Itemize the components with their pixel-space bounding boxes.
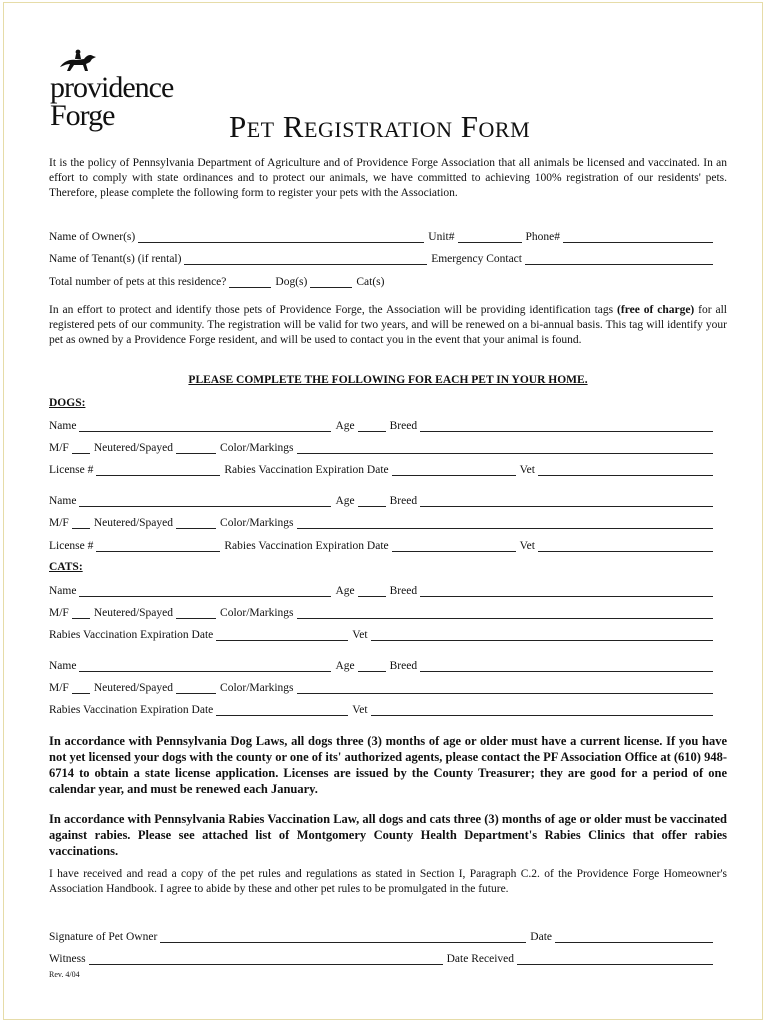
dog2-vet-label: Vet — [519, 540, 535, 552]
dog1-neutered-field[interactable] — [176, 442, 216, 454]
tenant-name-field[interactable] — [184, 253, 427, 265]
owner-row — [49, 230, 713, 245]
unit-label: Unit# — [428, 231, 455, 243]
dog-law-paragraph: In accordance with Pennsylvania Dog Laws, all dogs three (3) months of age or older must have a current license. If you have not yet licensed your dogs with the county or one of its' authorized agents, please contact the PF Association Office at (610) 948-6714 to obtain a state license application. Licenses are issued by the County Treasurer; they are good for a period of one calendar year, and must be renewed each January. — [49, 734, 727, 796]
dog2-name-label: Name — [49, 495, 77, 507]
emergency-contact-label: Emergency Contact — [431, 253, 522, 265]
cat1-rabies-field[interactable] — [216, 629, 348, 641]
dog2-sex-row — [49, 516, 713, 531]
phone-field[interactable] — [563, 231, 713, 243]
dog1-vet-label: Vet — [519, 464, 535, 476]
form-page — [3, 2, 763, 1020]
agreement-paragraph: I have received and read a copy of the pet rules and regulations as stated in Section I, Paragraph C.2. of the Providence Forge Homeowner's Association Handbook. I agree to abide by these and other pet rules to be promulgated in the future. — [49, 868, 727, 895]
providence-forge-logo — [48, 47, 172, 147]
cat1-rabies-row — [49, 628, 713, 643]
cat1-age-label: Age — [335, 585, 355, 597]
cat2-breed-label: Breed — [389, 660, 418, 672]
rabies-law-paragraph: In accordance with Pennsylvania Rabies Vaccination Law, all dogs and cats three (3) months of age or older must be vaccinated against rabies. Please see attached list of Montgomery County Health Department's Rabies Clinics that offer rabies vaccinations. — [49, 812, 727, 858]
dog2-rabies-label: Rabies Vaccination Expiration Date — [224, 540, 389, 552]
date-received-label: Date Received — [446, 953, 514, 965]
signature-label: Signature of Pet Owner — [49, 931, 158, 943]
cat1-mf-label: M/F — [49, 607, 69, 619]
cat2-name-row — [49, 659, 713, 674]
logo-line-1: providence — [50, 71, 174, 104]
dog2-breed-label: Breed — [389, 495, 418, 507]
cat1-rabies-label: Rabies Vaccination Expiration Date — [49, 629, 214, 641]
dog2-age-label: Age — [335, 495, 355, 507]
dog2-color-field[interactable] — [297, 517, 713, 529]
dog2-color-label: Color/Markings — [220, 517, 294, 529]
owner-name-field[interactable] — [138, 231, 424, 243]
cat1-name-row — [49, 584, 713, 599]
dog2-name-row — [49, 494, 713, 509]
cat1-neutered-field[interactable] — [176, 607, 216, 619]
intro-paragraph: It is the policy of Pennsylvania Department of Agriculture and of Providence Forge Association that all animals be licensed and vaccinated. In an effort to comply with state ordinances and to protect our animals, we have committed to achieving 100% registration of our residents' pets. Therefore, please complete the following form to register your pets with the Association. — [49, 157, 727, 199]
dog1-license-field[interactable] — [96, 464, 220, 476]
cat2-vet-label: Vet — [352, 704, 368, 716]
dogs-heading: DOGS: — [49, 397, 86, 409]
dog1-license-row — [49, 463, 713, 478]
dog1-age-field[interactable] — [358, 420, 386, 432]
dog2-vet-field[interactable] — [538, 540, 713, 552]
date-received-field[interactable] — [517, 953, 713, 965]
dog1-breed-field[interactable] — [420, 420, 713, 432]
cat1-mf-field[interactable] — [72, 607, 90, 619]
dog2-license-field[interactable] — [96, 540, 220, 552]
dog2-mf-field[interactable] — [72, 517, 90, 529]
witness-row — [49, 952, 713, 967]
witness-field[interactable] — [89, 953, 443, 965]
dog1-rabies-field[interactable] — [392, 464, 516, 476]
dog1-name-label: Name — [49, 420, 77, 432]
cat2-vet-field[interactable] — [371, 704, 713, 716]
cat1-age-field[interactable] — [358, 585, 386, 597]
dogs-count-field[interactable] — [310, 276, 352, 288]
emergency-contact-field[interactable] — [525, 253, 713, 265]
total-pets-row — [49, 275, 713, 290]
dog2-neutered-label: Neutered/Spayed — [93, 517, 174, 529]
cat1-neutered-label: Neutered/Spayed — [93, 607, 174, 619]
free-of-charge: (free of charge) — [617, 304, 695, 316]
cat2-color-label: Color/Markings — [220, 682, 294, 694]
tenant-name-label: Name of Tenant(s) (if rental) — [49, 253, 182, 265]
cat2-name-field[interactable] — [79, 660, 331, 672]
dog1-license-label: License # — [49, 464, 94, 476]
cat2-mf-label: M/F — [49, 682, 69, 694]
cat1-color-field[interactable] — [297, 607, 713, 619]
cat1-name-field[interactable] — [79, 585, 331, 597]
cat1-breed-label: Breed — [389, 585, 418, 597]
cat2-neutered-field[interactable] — [176, 682, 216, 694]
cat1-vet-field[interactable] — [371, 629, 713, 641]
tags-text-1: In an effort to protect and identify those pets of Providence Forge, the Association will be providing identification tags — [49, 304, 618, 316]
signature-date-label: Date — [530, 931, 552, 943]
dog1-age-label: Age — [335, 420, 355, 432]
dog2-mf-label: M/F — [49, 517, 69, 529]
dog1-vet-field[interactable] — [538, 464, 713, 476]
dog2-neutered-field[interactable] — [176, 517, 216, 529]
cat2-name-label: Name — [49, 660, 77, 672]
cat2-breed-field[interactable] — [420, 660, 713, 672]
cat1-color-label: Color/Markings — [220, 607, 294, 619]
dog1-mf-field[interactable] — [72, 442, 90, 454]
dog1-mf-label: M/F — [49, 442, 69, 454]
dog2-breed-field[interactable] — [420, 495, 713, 507]
dog2-age-field[interactable] — [358, 495, 386, 507]
cat2-color-field[interactable] — [297, 682, 713, 694]
instruction-heading: PLEASE COMPLETE THE FOLLOWING FOR EACH PET IN YOUR HOME. — [188, 374, 588, 386]
cat2-rabies-label: Rabies Vaccination Expiration Date — [49, 704, 214, 716]
revision-note: Rev. 4/04 — [49, 970, 80, 979]
unit-field[interactable] — [458, 231, 522, 243]
tags-text-2: for all registered pets of our community. The registration will be valid for two years, and will be renewed on a bi-annual basis. This tag will identify your pet as owned by a Providence Forge resident, and will be used to contact you in the event that your animal is found. — [49, 304, 728, 346]
dog2-name-field[interactable] — [79, 495, 331, 507]
cat2-age-label: Age — [335, 660, 355, 672]
cat1-vet-label: Vet — [352, 629, 368, 641]
phone-label: Phone# — [525, 231, 560, 243]
dog1-sex-row — [49, 441, 713, 456]
dog1-name-field[interactable] — [79, 420, 331, 432]
dog1-breed-label: Breed — [389, 420, 418, 432]
dog1-neutered-label: Neutered/Spayed — [93, 442, 174, 454]
total-pets-field[interactable] — [229, 276, 271, 288]
dog1-rabies-label: Rabies Vaccination Expiration Date — [224, 464, 389, 476]
cats-heading: CATS: — [49, 561, 83, 573]
cat2-rabies-field[interactable] — [216, 704, 348, 716]
cat1-sex-row — [49, 606, 713, 621]
signature-date-field[interactable] — [555, 931, 713, 943]
cat2-age-field[interactable] — [358, 660, 386, 672]
tenant-row — [49, 252, 713, 267]
dog2-license-row — [49, 539, 713, 554]
dog2-license-label: License # — [49, 540, 94, 552]
cat2-rabies-row — [49, 703, 713, 718]
cat2-neutered-label: Neutered/Spayed — [93, 682, 174, 694]
logo-line-2: Forge — [50, 99, 115, 132]
dog1-color-field[interactable] — [297, 442, 713, 454]
page-title: Pet Registration Form — [229, 109, 531, 144]
cat1-breed-field[interactable] — [420, 585, 713, 597]
cat2-sex-row — [49, 681, 713, 696]
dog1-name-row — [49, 419, 713, 434]
signature-row — [49, 930, 713, 945]
signature-field[interactable] — [160, 931, 526, 943]
cats-count-label: Cat(s) — [356, 276, 385, 288]
cat1-name-label: Name — [49, 585, 77, 597]
dog1-color-label: Color/Markings — [220, 442, 294, 454]
witness-label: Witness — [49, 953, 86, 965]
dogs-count-label: Dog(s) — [275, 276, 308, 288]
dog2-rabies-field[interactable] — [392, 540, 516, 552]
cat2-mf-field[interactable] — [72, 682, 90, 694]
total-pets-label: Total number of pets at this residence? — [49, 276, 227, 288]
tags-paragraph — [49, 303, 727, 348]
owner-name-label: Name of Owner(s) — [49, 231, 136, 243]
